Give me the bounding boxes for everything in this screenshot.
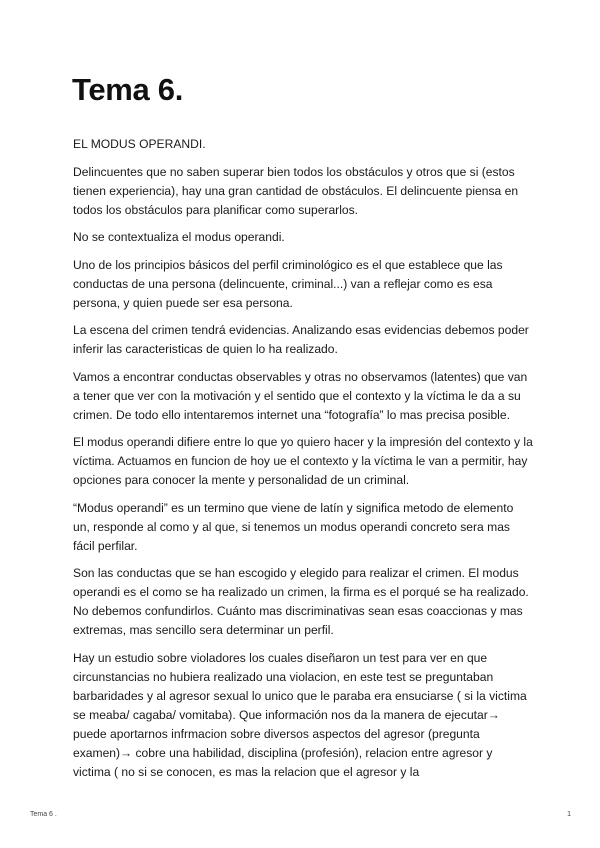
section-heading: EL MODUS OPERANDI. xyxy=(73,137,206,151)
paragraph: Hay un estudio sobre violadores los cuales diseñaron un test para ver en que circunstancias no hubiera realizado una violacion, en este test se preguntaban barbaridades y al agresor sexual lo unico que le paraba era ensuciarse ( si la victima se meaba/ cagaba/ vomitaba). Que información nos da la manera de ejecutar→ puede aportarnos infrmacion sobre diversos aspectos del agresor (pregunta examen)→ cobre una habilidad, disciplina (profesión), relacion entre agresor y victima ( no si se conocen, es mas la relacion que el agresor y la xyxy=(73,650,527,779)
document-body xyxy=(73,135,533,790)
paragraph: La escena del crimen tendrá evidencias. Analizando esas evidencias debemos poder inferir las caracteristicas de quien lo ha realizado. xyxy=(73,323,529,356)
paragraph: “Modus operandi” es un termino que viene de latín y significa metodo de elemento un, responde al como y al que, si tenemos un modus operandi concreto sera mas fácil perfilar. xyxy=(73,500,514,553)
paragraph: Uno de los principios básicos del perfil criminológico es el que establece que las conductas de una persona (delincuente, criminal...) van a reflejar como es esa persona, y quien puede ser esa persona. xyxy=(73,257,503,310)
footer-page-number: 1 xyxy=(567,811,571,818)
paragraph: El modus operandi difiere entre lo que yo quiero hacer y la impresión del contexto y la víctima. Actuamos en funcion de hoy ue el contexto y la víctima le van a permitir, hay opciones para conocer la mente y personalidad de un criminal. xyxy=(73,435,533,487)
paragraph: Vamos a encontrar conductas observables y otras no observamos (latentes) que van a tener que ver con la motivación y el sentido que el contexto y la víctima le da a su crimen. De todo ello intentaremos internet una “fotografía” lo mas precisa posible. xyxy=(73,369,528,422)
paragraph: Son las conductas que se han escogido y elegido para realizar el crimen. El modus operandi es el como se ha realizado un crimen, la firma es el porqué se ha realizado. No debemos confundirlos. Cuánto mas discriminativas sean esas coaccionas y mas extremas, mas sencillo sera determinar un perfil. xyxy=(73,566,529,637)
footer-document-name: Tema 6 . xyxy=(30,811,57,818)
paragraph: Delincuentes que no saben superar bien todos los obstáculos y otros que si (estos tienen experiencia), hay una gran cantidad de obstáculos. El delincuente piensa en todos los obstáculos para planificar como superarlos. xyxy=(73,164,519,217)
page-title: Tema 6. xyxy=(72,72,184,107)
paragraph: No se contextualiza el modus operandi. xyxy=(73,230,285,244)
